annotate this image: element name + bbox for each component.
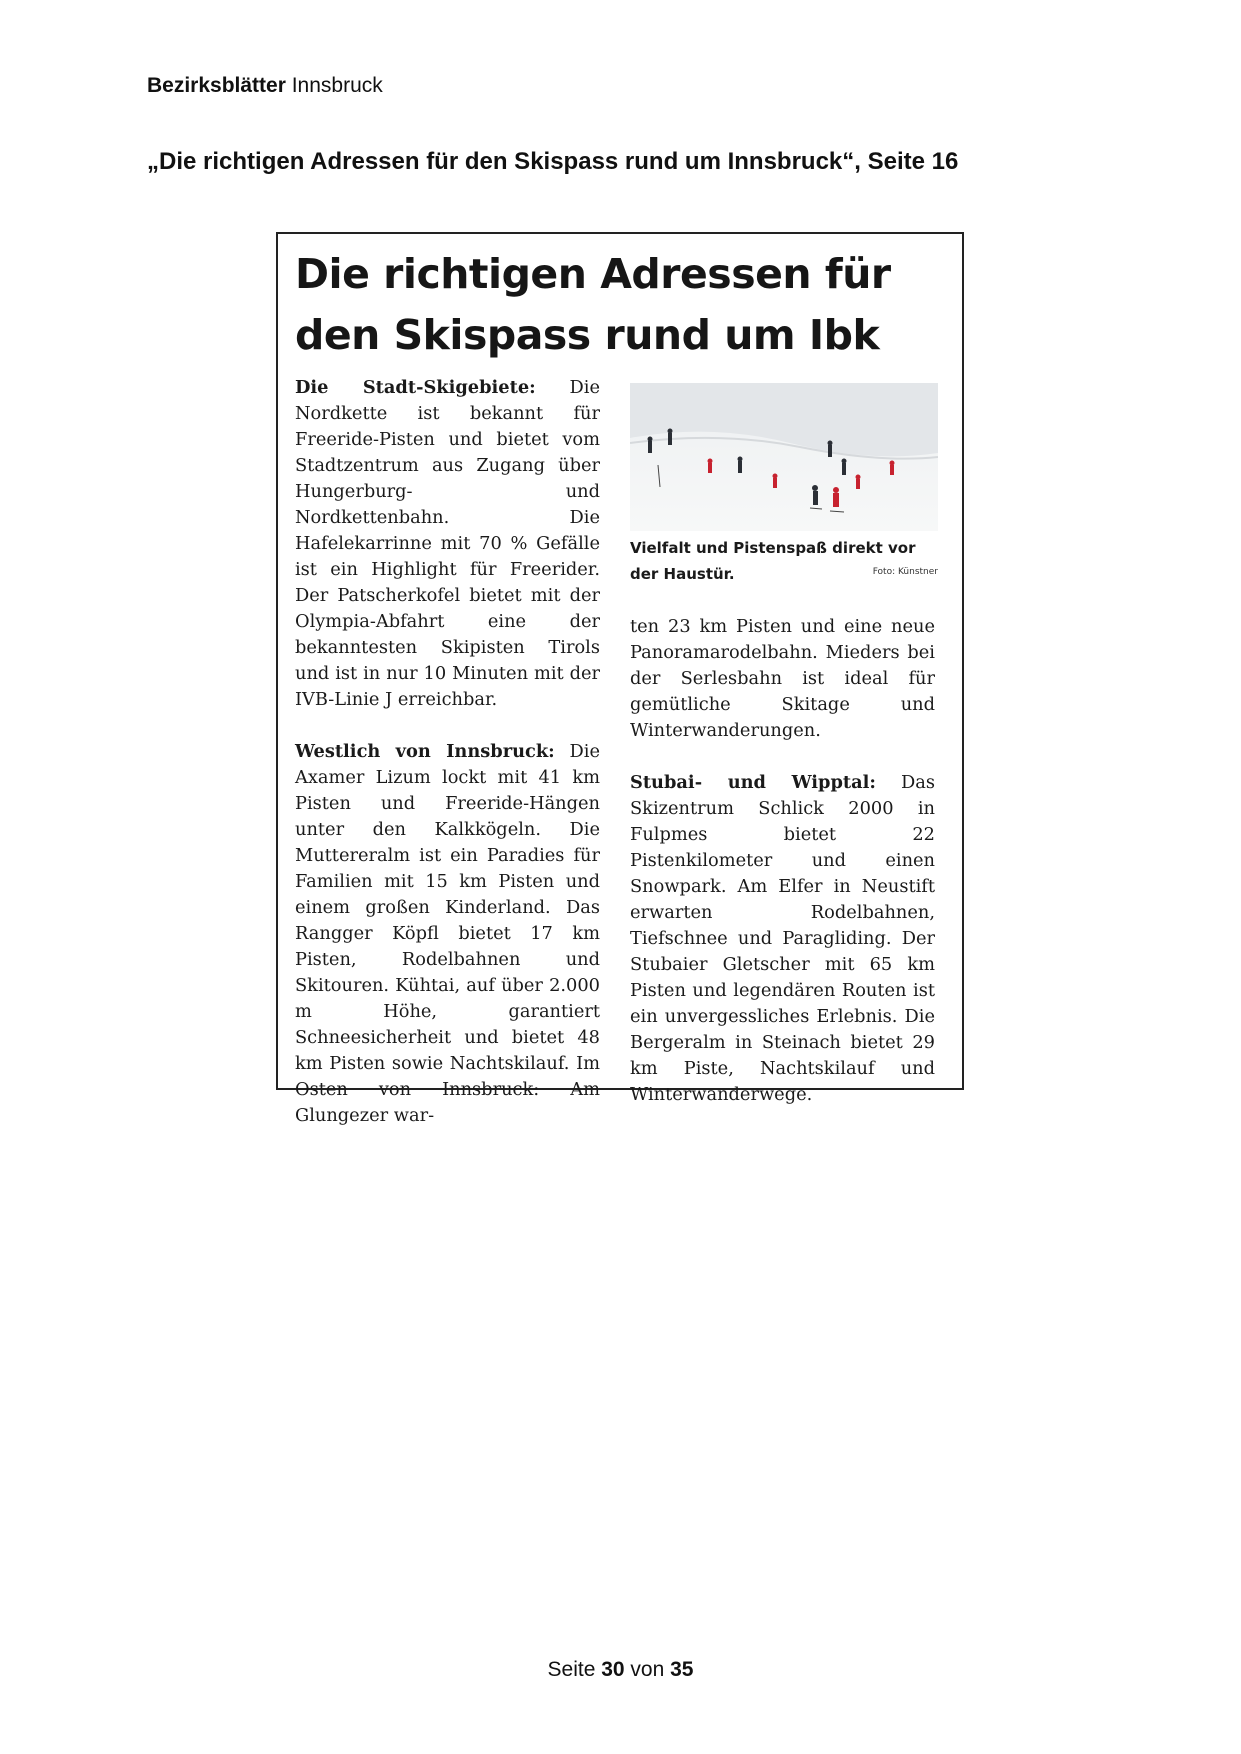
paragraph-stadt-skigebiete: [295, 375, 600, 713]
paragraph-heading: Westlich von Innsbruck:: [295, 741, 555, 762]
page-headline: „Die richtigen Adressen für den Skispass rund um Innsbruck“, Seite 16: [147, 148, 959, 175]
article-title: Die richtigen Adressen für den Skispass rund um Ibk: [295, 250, 891, 359]
footer-prefix: Seite: [547, 1658, 602, 1681]
source-publication: Bezirksblätter: [147, 74, 286, 97]
current-page-number: 30: [601, 1658, 625, 1681]
paragraph-text: Das Skizentrum Schlick 2000 in Fulpmes bietet 22 Pistenkilometer und einen Snowpark. Am Elfer in Neustift erwarten Rodelbahnen, Tiefschnee und Paragliding. Der Stubaier Gletscher mit 65 km Pisten und legendären Routen ist ein unvergessliches Erlebnis. Die Bergeralm in Steinach bietet 29 km Piste, Nachtskilauf und Winterwanderwege.: [630, 772, 935, 1105]
article-right-column: [630, 614, 935, 1108]
caption-text: Vielfalt und Pistenspaß direkt vor der Haustür.: [630, 539, 916, 583]
paragraph-continued: ten 23 km Pisten und eine neue Panoramarodelbahn. Mieders bei der Serlesbahn ist ideal für gemütliche Skitage und Winterwanderungen.: [630, 616, 935, 741]
paragraph-text: Die Axamer Lizum lockt mit 41 km Pisten und Freeride-Hängen unter den Kalkkögeln. Die Muttereralm ist ein Paradies für Familien mit 15 km Pisten und einem großen Kinderland. Das Rangger Köpfl bietet 17 km Pisten, Rodelbahnen und Skitouren. Kühtai, auf über 2.000 m Höhe, garantiert Schneesicherheit und bietet 48 km Pisten sowie Nachtskilauf. Im Osten von Innsbruck: Am Glungezer war-: [295, 741, 600, 1126]
paragraph-heading: Stubai- und Wipptal:: [630, 772, 876, 793]
paragraph-text: Die Nordkette ist bekannt für Freeride-Pisten und bietet vom Stadtzentrum aus Zugang über Hungerburg- und Nordkettenbahn. Die Hafelekarrinne mit 70 % Gefälle ist ein Highlight für Freerider. Der Patscherkofel bietet mit der Olympia-Abfahrt eine der bekanntesten Skipisten Tirols und ist in nur 10 Minuten mit der IVB-Linie J erreichbar.: [295, 377, 600, 710]
photo-caption: [630, 535, 938, 587]
source-region: Innsbruck: [285, 74, 383, 97]
skiers-on-slope-illustration: [630, 383, 938, 531]
source-line: [147, 74, 383, 98]
paragraph-westlich: [295, 739, 600, 1129]
footer-middle: von: [624, 1658, 671, 1681]
photo-credit: Foto: Künstner: [872, 567, 938, 577]
page-footer: [0, 1658, 1241, 1682]
newspaper-clipping: [276, 232, 964, 1126]
total-page-count: 35: [670, 1658, 694, 1681]
article-left-column: [295, 375, 600, 1129]
paragraph-heading: Die Stadt-Skigebiete:: [295, 377, 536, 398]
paragraph-stubai-wipptal: [630, 770, 935, 1108]
ski-slope-photo: [630, 383, 938, 531]
